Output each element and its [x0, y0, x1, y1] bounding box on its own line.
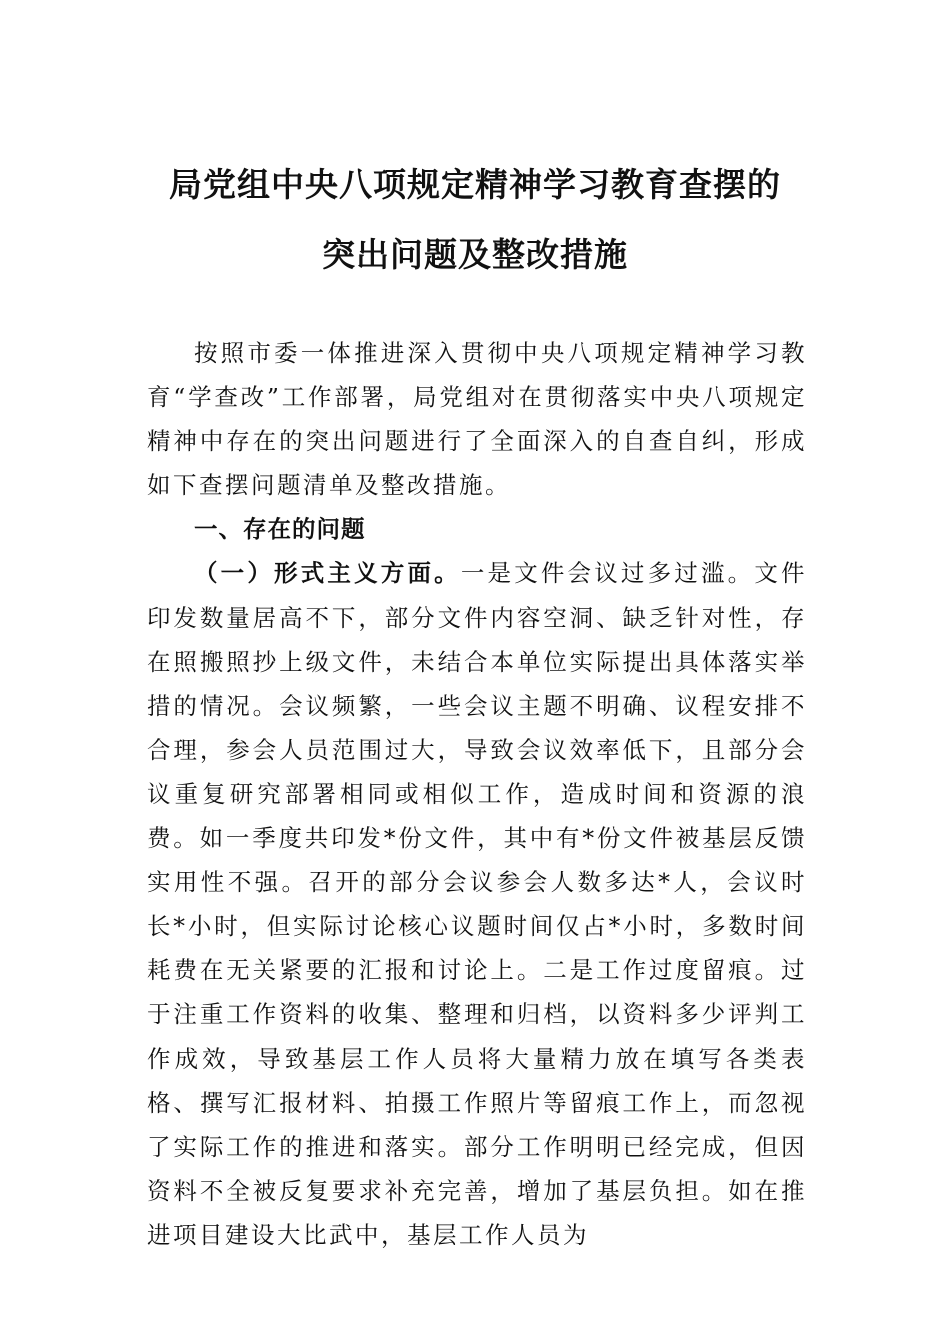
- intro-paragraph: 按照市委一体推进深入贯彻中央八项规定精神学习教育“学查改”工作部署，局党组对在贯彻落实中央八项规定精神中存在的突出问题进行了全面深入的自查自纠，形成如下查摆问题清单及整改措施。: [147, 339, 807, 500]
- subsection-formalism-text: 一是文件会议过多过滥。文件印发数量居高不下，部分文件内容空洞、缺乏针对性，存在照搬照抄上级文件，未结合本单位实际提出具体落实举措的情况。会议频繁，一些会议主题不明确、议程安排不合理，参会人员范围过大，导致会议效率低下，且部分会议重复研究部署相同或相似工作，造成时间和资源的浪费。如一季度共印发*份文件，其中有*份文件被基层反馈实用性不强。召开的部分会议参会人数多达*人，会议时长*小时，但实际讨论核心议题时间仅占*小时，多数时间耗费在无关紧要的汇报和讨论上。二是工作过度留痕。过于注重工作资料的收集、整理和归档，以资料多少评判工作成效，导致基层工作人员将大量精力放在填写各类表格、撰写汇报材料、拍摄工作照片等留痕工作上，而忽视了实际工作的推进和落实。部分工作明明已经完成，但因资料不全被反复要求补充完善，增加了基层负担。如在推进项目建设大比武中，基层工作人员为: [147, 559, 808, 1249]
- subsection-formalism-paragraph: [147, 551, 807, 1257]
- document-body: [147, 331, 807, 1257]
- document-title-line-2: 突出问题及整改措施: [322, 235, 628, 274]
- subsection-formalism-heading: （一）形式主义方面。: [194, 559, 461, 588]
- document-title-line-1: 局党组中央八项规定精神学习教育查摆的: [169, 165, 781, 204]
- section-heading-problems: 一、存在的问题: [194, 515, 366, 544]
